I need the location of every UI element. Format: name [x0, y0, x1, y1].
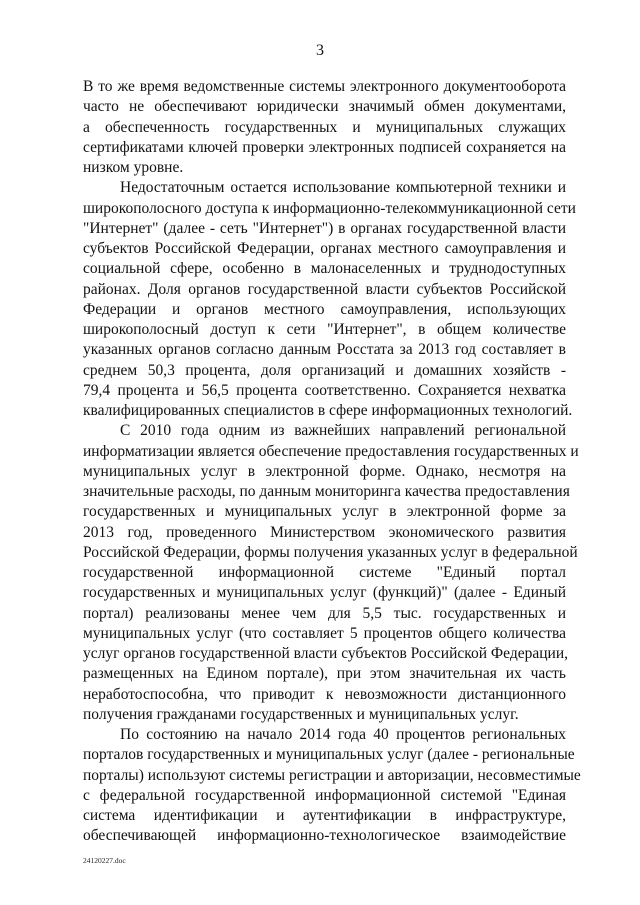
text-line: обеспечивающей информационно-технологическое взаимодействие	[83, 827, 566, 845]
text-line: Недостаточным остается использование компьютерной техники и	[120, 179, 566, 197]
text-line: районах. Доля органов государственной власти субъектов Российской	[83, 280, 566, 298]
text-line: часто не обеспечивают юридически значимый обмен документами,	[83, 98, 566, 116]
text-line: система идентификации и аутентификации в инфраструктуре,	[83, 807, 566, 824]
text-line: государственных и муниципальных услуг (функций)" (далее - Единый	[83, 584, 566, 602]
text-line: порталы) используют системы регистрации и авторизации, несовместимые	[83, 766, 581, 784]
text-line: среднем 50,3 процента, доля организаций и домашних хозяйств -	[83, 361, 566, 379]
page-number: 3	[316, 42, 324, 59]
text-line: широкополосного доступа к информационно-телекоммуникационной сети	[83, 199, 576, 217]
text-line: социальной сфере, особенно в малонаселенных и труднодоступных	[83, 260, 566, 278]
text-line: порталов государственных и муниципальных услуг (далее - региональные	[83, 746, 575, 764]
document-body	[83, 77, 581, 847]
text-line: размещенных на Едином портале), при этом значительная их часть	[83, 665, 566, 683]
text-line: государственной информационной системе "Единый портал	[83, 564, 566, 581]
text-line: сертификатами ключей проверки электронных подписей сохраняется на	[83, 138, 566, 156]
text-line: с федеральной государственной информационной системой "Единая	[83, 786, 566, 804]
text-line: значительные расходы, по данным мониторинга качества предоставления	[83, 483, 570, 500]
text-line: муниципальных услуг в электронной форме. Однако, несмотря на	[83, 462, 566, 480]
text-line: В то же время ведомственные системы электронного документооборота	[83, 78, 566, 95]
text-line: субъектов Российской Федерации, органах местного самоуправления и	[83, 240, 566, 257]
text-line: 2013 год, проведенного Министерством экономического развития	[83, 523, 566, 541]
text-line: государственных и муниципальных услуг в электронной форме за	[83, 503, 566, 521]
text-line: указанных органов согласно данным Росстата за 2013 год составляет в	[83, 341, 566, 359]
text-line: Российской Федерации, формы получения указанных услуг в федеральной	[83, 543, 578, 561]
text-line: неработоспособна, что приводит к невозможности дистанционного	[83, 685, 566, 703]
text-line: По состоянию на начало 2014 года 40 процентов региональных	[120, 726, 566, 743]
file-name-footer: 24120227.doc	[83, 856, 126, 865]
text-line: низком уровне.	[83, 159, 184, 176]
text-line: а обеспеченность государственных и муниципальных служащих	[83, 118, 566, 136]
text-line: услуг органов государственной власти субъектов Российской Федерации,	[83, 645, 569, 662]
text-line: 79,4 процента и 56,5 процента соответственно. Сохраняется нехватка	[83, 381, 566, 399]
text-line: квалифицированных специалистов в сфере информационных технологий.	[83, 402, 573, 419]
text-line: муниципальных услуг (что составляет 5 процентов общего количества	[83, 624, 566, 642]
text-line: Федерации и органов местного самоуправления, использующих	[83, 300, 566, 318]
text-line: "Интернет" (далее - сеть "Интернет") в органах государственной власти	[83, 219, 566, 237]
text-line: С 2010 года одним из важнейших направлений региональной	[120, 422, 566, 440]
text-line: получения гражданами государственных и муниципальных услуг.	[83, 705, 519, 723]
text-line: информатизации является обеспечение предоставления государственных и	[83, 442, 579, 460]
text-line: портал) реализованы менее чем для 5,5 тыс. государственных и	[83, 604, 566, 622]
text-line: широкополосный доступ к сети "Интернет", в общем количестве	[83, 321, 566, 338]
